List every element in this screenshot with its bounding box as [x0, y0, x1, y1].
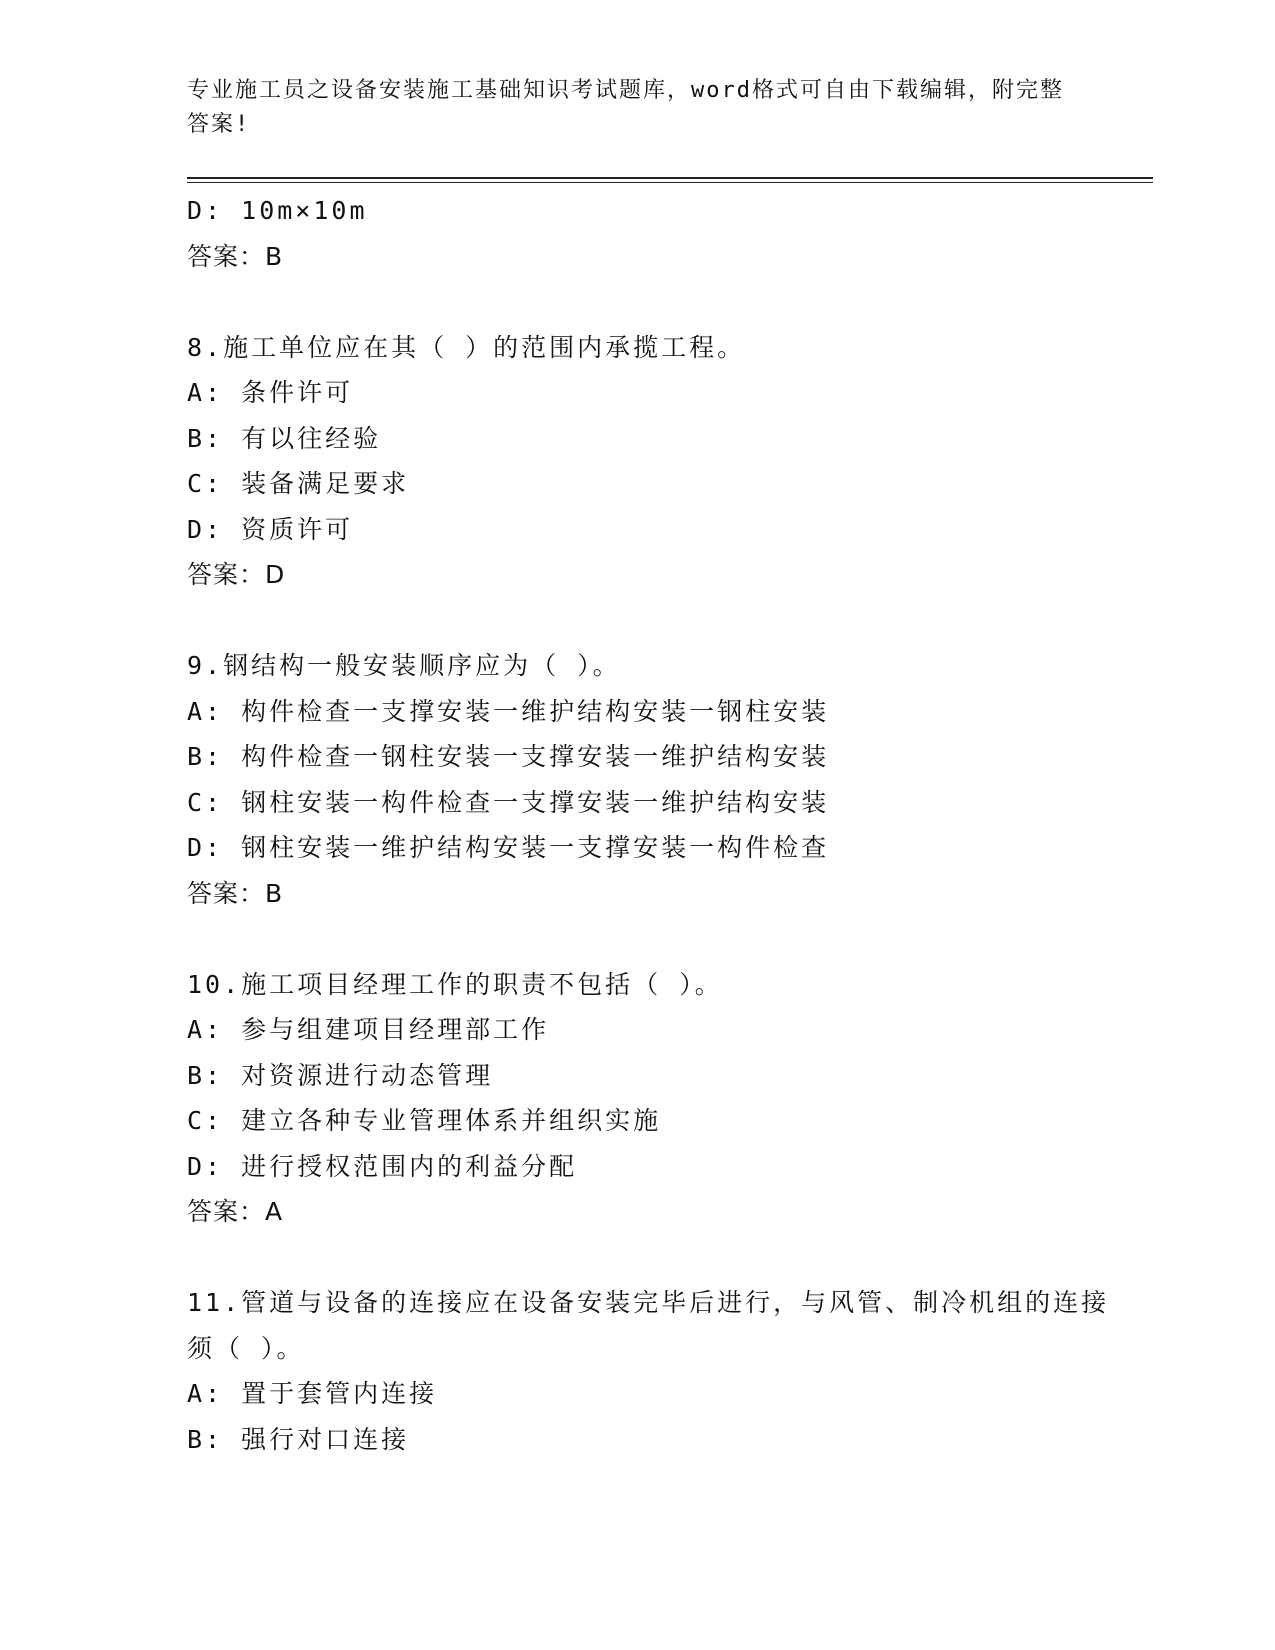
question-10 — [187, 962, 1137, 1235]
spacer — [187, 598, 1137, 644]
option-a: A: 构件检查一支撑安装一维护结构安装一钢柱安装 — [187, 696, 830, 726]
question-stem: 10.施工项目经理工作的职责不包括（ ）。 — [187, 969, 723, 999]
option-d: D: 钢柱安装一维护结构安装一支撑安装一构件检查 — [187, 833, 830, 862]
option-a: A: 置于套管内连接 — [187, 1379, 438, 1408]
option-a: A: 参与组建项目经理部工作 — [187, 1015, 550, 1044]
spacer — [187, 1235, 1137, 1281]
header-divider-thin — [187, 182, 1153, 183]
page-header: 专业施工员之设备安装施工基础知识考试题库，word格式可自由下载编辑，附完整答案! — [187, 78, 1064, 137]
question-stem: 9.钢结构一般安装顺序应为（ ）。 — [187, 651, 621, 680]
question-9 — [187, 643, 1137, 916]
option-d: D: 进行授权范围内的利益分配 — [187, 1151, 578, 1181]
question-8 — [187, 325, 1137, 598]
option-b: B: 构件检查一钢柱安装一支撑安装一维护结构安装 — [187, 742, 830, 771]
header-divider — [187, 177, 1153, 179]
option-d: D: 10m×10m — [187, 196, 368, 225]
answer-line: 答案：A — [187, 1197, 284, 1226]
answer-line: 答案：B — [187, 241, 284, 271]
spacer — [187, 279, 1137, 325]
option-c: C: 装备满足要求 — [187, 469, 410, 498]
option-b: B: 有以往经验 — [187, 423, 382, 453]
option-c: C: 钢柱安装一构件检查一支撑安装一维护结构安装 — [187, 787, 830, 817]
question-stem: 8.施工单位应在其（ ）的范围内承揽工程。 — [187, 332, 746, 362]
option-d: D: 资质许可 — [187, 514, 354, 544]
answer-line: 答案：B — [187, 878, 284, 908]
spacer — [187, 916, 1137, 962]
question-list — [187, 188, 1137, 1462]
option-b: B: 强行对口连接 — [187, 1424, 410, 1454]
question-11 — [187, 1280, 1137, 1462]
question-stem: 11.管道与设备的连接应在设备安装完毕后进行，与风管、制冷机组的连接须（ ）。 — [187, 1288, 1110, 1363]
option-c: C: 建立各种专业管理体系并组织实施 — [187, 1106, 662, 1135]
answer-line: 答案：D — [187, 560, 286, 589]
option-b: B: 对资源进行动态管理 — [187, 1060, 494, 1090]
option-a: A: 条件许可 — [187, 378, 354, 407]
